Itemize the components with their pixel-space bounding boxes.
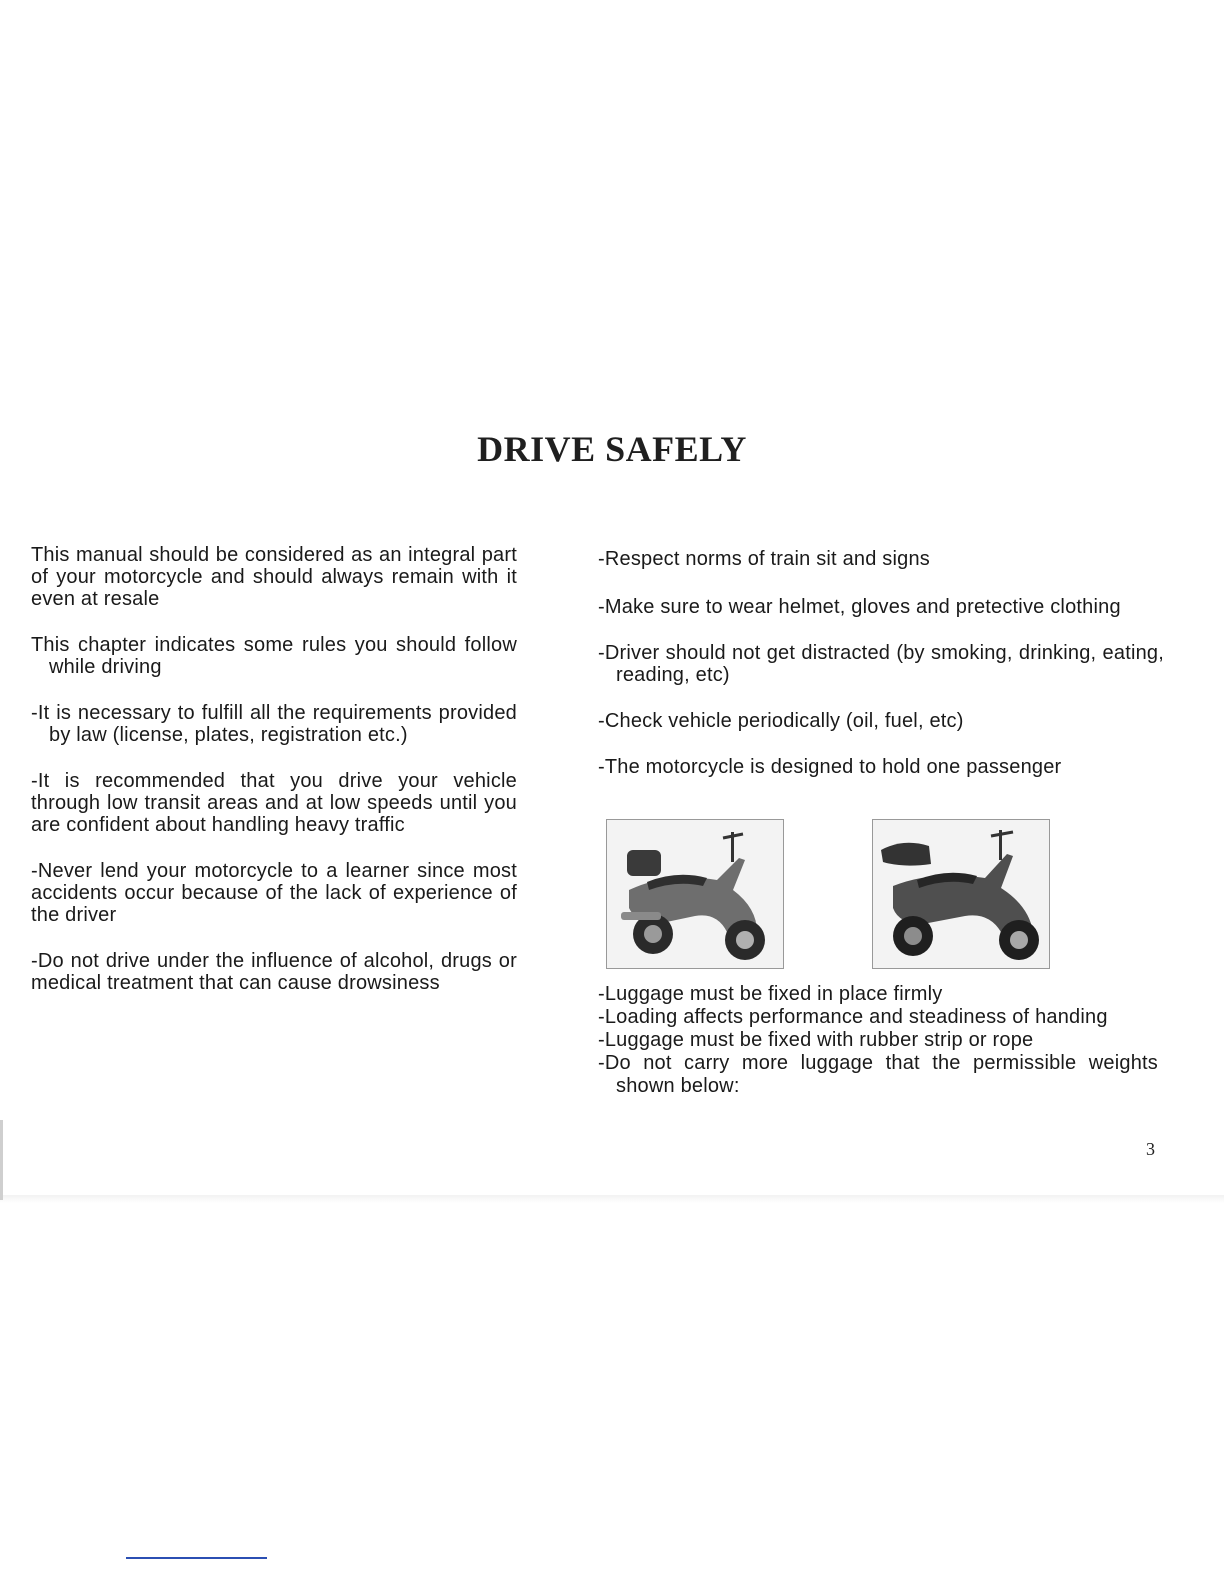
luggage-rule-handling: -Loading affects performance and steadiness of handing bbox=[598, 1006, 1108, 1028]
scooter-with-top-box-icon bbox=[607, 820, 783, 968]
luggage-rule-fixed: -Luggage must be fixed in place firmly bbox=[598, 983, 943, 1005]
chapter-paragraph: This chapter indicates some rules you should follow while driving bbox=[31, 634, 517, 678]
underline-mark bbox=[126, 1557, 267, 1559]
rule-never-lend: -Never lend your motorcycle to a learner since most accidents occur because of the lack of experience of the driver bbox=[31, 860, 517, 926]
rule-one-passenger: -The motorcycle is designed to hold one passenger bbox=[598, 756, 1062, 778]
scooter-photo-right bbox=[872, 819, 1050, 969]
rule-low-speed: -It is recommended that you drive your vehicle through low transit areas and at low speeds until you are confident about handling heavy traffic bbox=[31, 770, 517, 836]
rule-check-vehicle: -Check vehicle periodically (oil, fuel, etc) bbox=[598, 710, 964, 732]
rule-no-alcohol: -Do not drive under the influence of alcohol, drugs or medical treatment that can cause drowsiness bbox=[31, 950, 517, 994]
rule-no-distraction: -Driver should not get distracted (by smoking, drinking, eating, reading, etc) bbox=[598, 642, 1164, 686]
page-number: 3 bbox=[1146, 1139, 1155, 1159]
rule-law-requirements: -It is necessary to fulfill all the requirements provided by law (license, plates, registration etc.) bbox=[31, 702, 517, 746]
intro-paragraph: This manual should be considered as an integral part of your motorcycle and should always remain with it even at resale bbox=[31, 544, 517, 610]
luggage-rule-weight: -Do not carry more luggage that the permissible weights shown below: bbox=[598, 1052, 1158, 1097]
scooter-with-top-box-icon bbox=[873, 820, 1049, 968]
scan-edge-mark bbox=[0, 1120, 3, 1200]
right-column bbox=[598, 548, 1164, 778]
scooter-photo-left bbox=[606, 819, 784, 969]
rule-protective-gear: -Make sure to wear helmet, gloves and pretective clothing bbox=[598, 596, 1121, 618]
luggage-rule-strip: -Luggage must be fixed with rubber strip or rope bbox=[598, 1029, 1034, 1051]
page-edge-shadow bbox=[0, 1195, 1224, 1203]
scooter-photos bbox=[606, 819, 1050, 969]
luggage-rules bbox=[598, 983, 1158, 1098]
left-column bbox=[31, 544, 517, 994]
page-title: DRIVE SAFELY bbox=[477, 429, 747, 469]
rule-traffic-signs: -Respect norms of train sit and signs bbox=[598, 548, 930, 570]
